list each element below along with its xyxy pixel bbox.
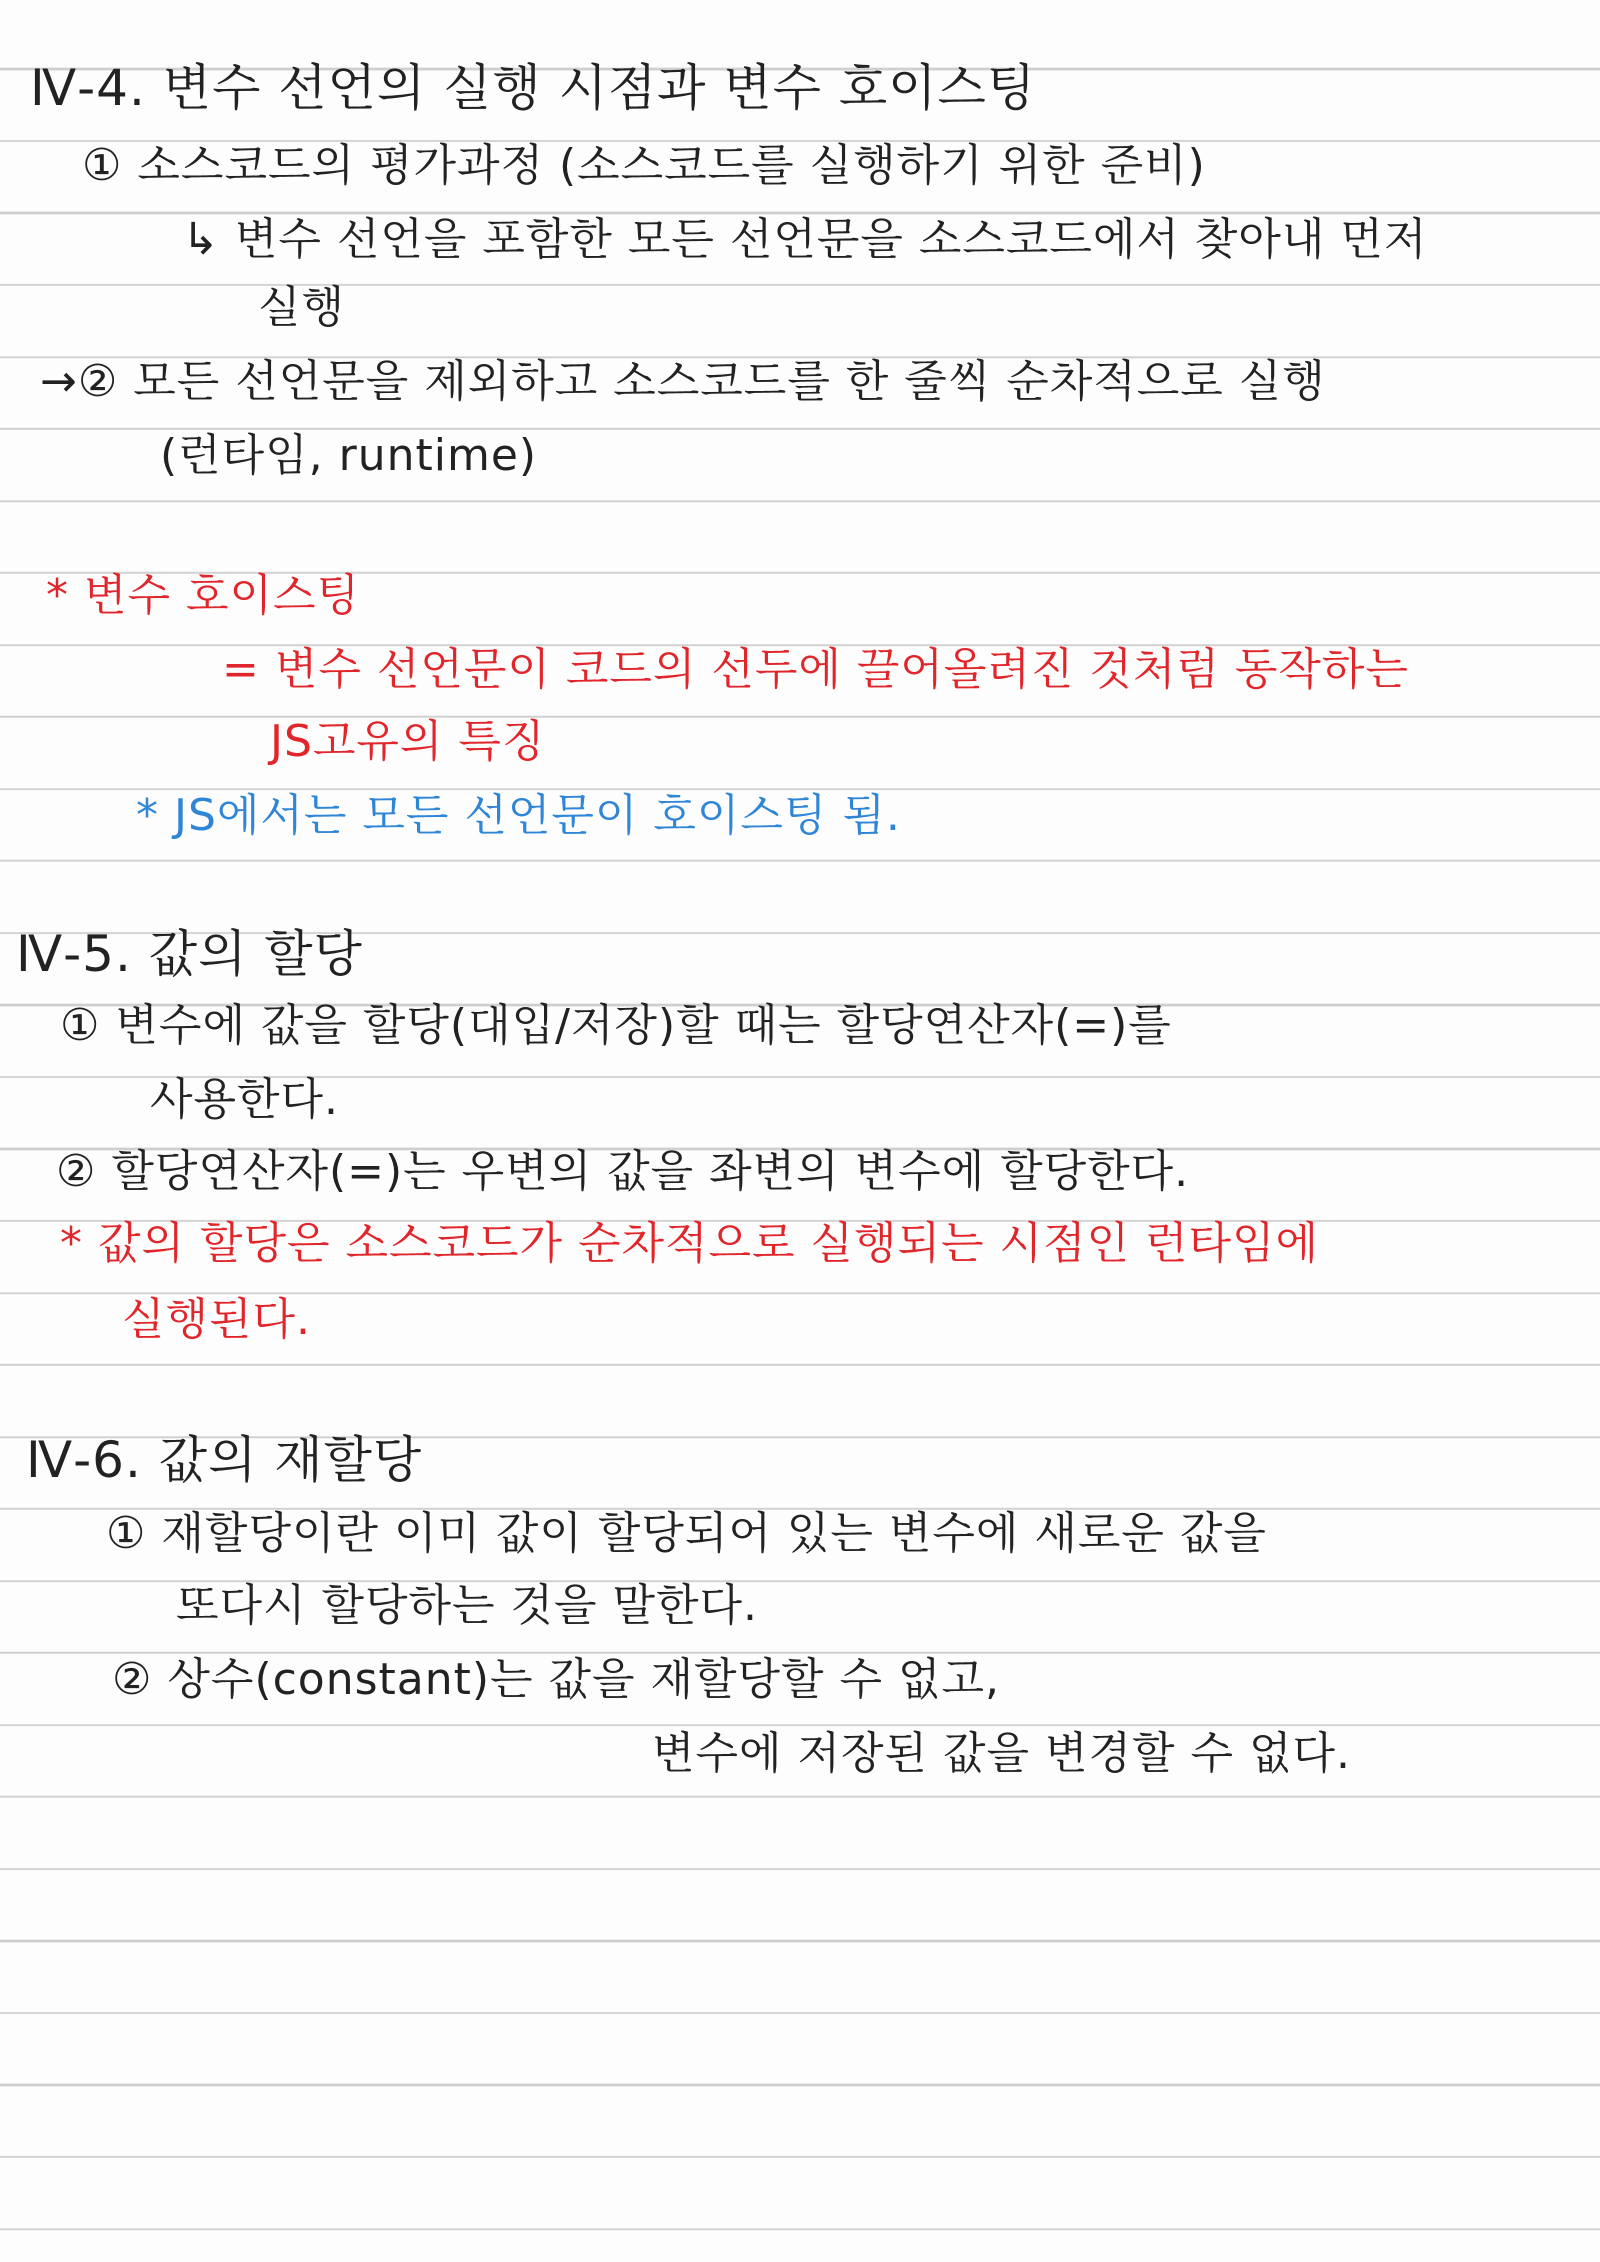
section-5-item-2: ② 할당연산자(=)는 우변의 값을 좌변의 변수에 할당한다. (56, 1146, 1190, 1197)
hoisting-definition-line-2: JS고유의 특징 (270, 716, 546, 767)
section-5-note-line-1: * 값의 할당은 소스코드가 순차적으로 실행되는 시점인 런타임에 (60, 1218, 1320, 1269)
section-4-item-2-line-2: (런타임, runtime) (160, 430, 538, 481)
hoisting-note: * JS에서는 모든 선언문이 호이스팅 됨. (136, 790, 901, 841)
section-4-item-1-sub-line-1: ↳ 변수 선언을 포함한 모든 선언문을 소스코드에서 찾아내 먼저 (182, 214, 1428, 265)
hoisting-definition-line-1: = 변수 선언문이 코드의 선두에 끌어올려진 것처럼 동작하는 (222, 644, 1409, 695)
section-4-item-2-line-1: →② 모든 선언문을 제외하고 소스코드를 한 줄씩 순차적으로 실행 (40, 356, 1326, 407)
section-6-item-1-line-2: 또다시 할당하는 것을 말한다. (176, 1580, 758, 1631)
section-4-title: Ⅳ-4. 변수 선언의 실행 시점과 변수 호이스팅 (30, 59, 1037, 117)
section-6-title: Ⅳ-6. 값의 재할당 (26, 1431, 423, 1489)
section-5-item-1-line-1: ① 변수에 값을 할당(대입/저장)할 때는 할당연산자(=)를 (60, 1000, 1172, 1051)
section-6-item-1-line-1: ① 재할당이란 이미 값이 할당되어 있는 변수에 새로운 값을 (106, 1508, 1267, 1559)
section-5-title: Ⅳ-5. 값의 할당 (16, 925, 363, 983)
section-6-item-2-line-1: ② 상수(constant)는 값을 재할당할 수 없고, (112, 1654, 1001, 1705)
section-5-note-line-2: 실행된다. (122, 1294, 312, 1345)
section-5-item-1-line-2: 사용한다. (150, 1074, 340, 1125)
hoisting-title: * 변수 호이스팅 (46, 570, 360, 621)
section-4-item-1-sub-line-2: 실행 (258, 282, 346, 333)
section-6-item-2-line-2: 변수에 저장된 값을 변경할 수 없다. (652, 1728, 1351, 1779)
section-4-item-1: ① 소스코드의 평가과정 (소스코드를 실행하기 위한 준비) (82, 140, 1206, 191)
